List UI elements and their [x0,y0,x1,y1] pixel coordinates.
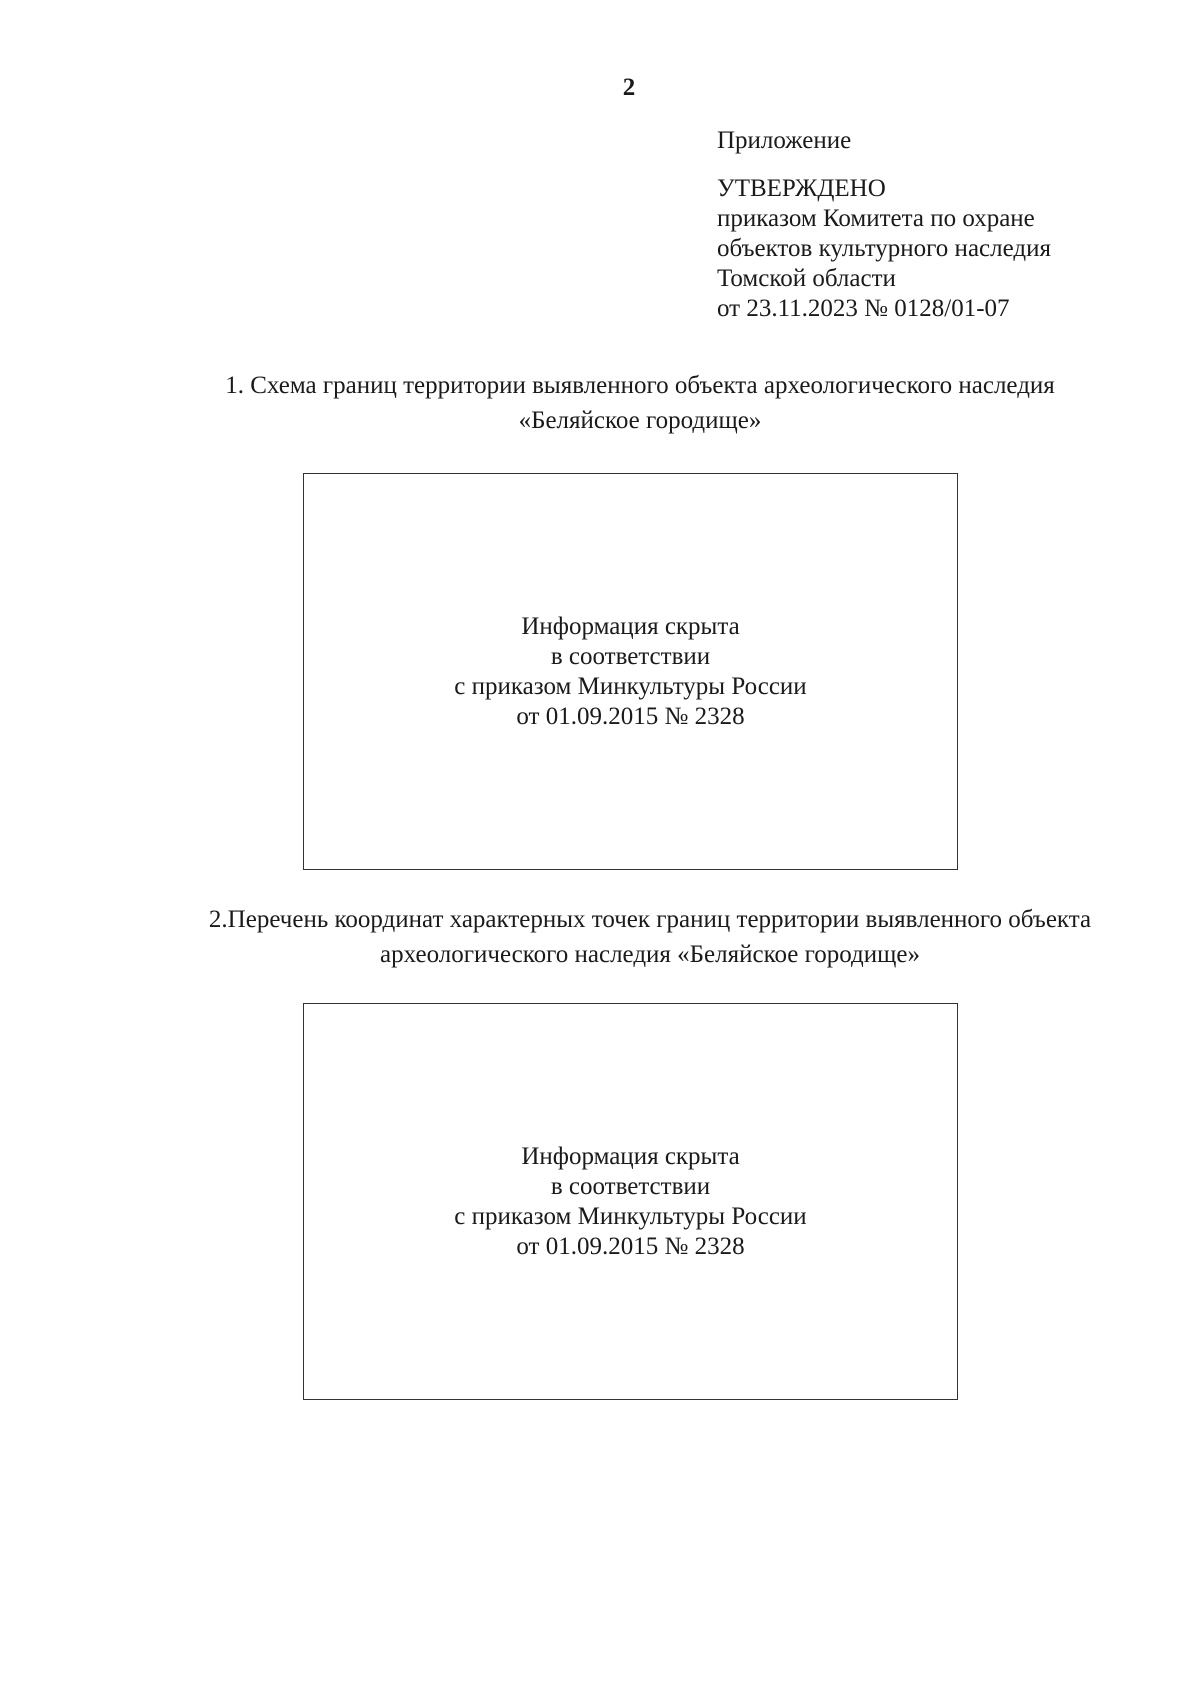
notice-line-3: с приказом Минкультуры России [454,1202,807,1230]
section-2-hidden-info-box [303,1003,958,1400]
approval-line-4: от 23.11.2023 № 0128/01-07 [717,295,1010,322]
approval-line-2: объектов культурного наследия [717,235,1051,262]
section-2-heading-line-1: 2.Перечень координат характерных точек границ территории выявленного объекта [208,906,1092,933]
approved-label: УТВЕРЖДЕНО [717,175,886,202]
notice-line-4: от 01.09.2015 № 2328 [516,702,745,730]
notice-line-1: Информация скрыта [521,612,740,640]
page-number: 2 [622,74,636,101]
section-1-heading-line-1: 1. Схема границ территории выявленного объекта археологического наследия [225,372,1055,399]
section-1-heading-line-2: «Беляйское городище» [518,407,762,434]
appendix-label: Приложение [717,127,852,154]
section-2-heading-line-2: археологического наследия «Беляйское городище» [380,941,920,968]
section-1-hidden-info-box [303,473,958,870]
section-1-hidden-notice [454,612,806,732]
section-2-heading [175,902,1125,972]
notice-line-1: Информация скрыта [521,1142,740,1170]
approval-line-3: Томской области [717,265,896,292]
notice-line-3: с приказом Минкультуры России [454,672,807,700]
approval-line-1: приказом Комитета по охране [717,205,1035,232]
notice-line-2: в соответствии [550,1172,711,1200]
approval-block [717,126,1051,324]
section-1-heading [185,368,1095,438]
notice-line-2: в соответствии [550,642,711,670]
section-2-hidden-notice [454,1142,806,1262]
notice-line-4: от 01.09.2015 № 2328 [516,1232,745,1260]
